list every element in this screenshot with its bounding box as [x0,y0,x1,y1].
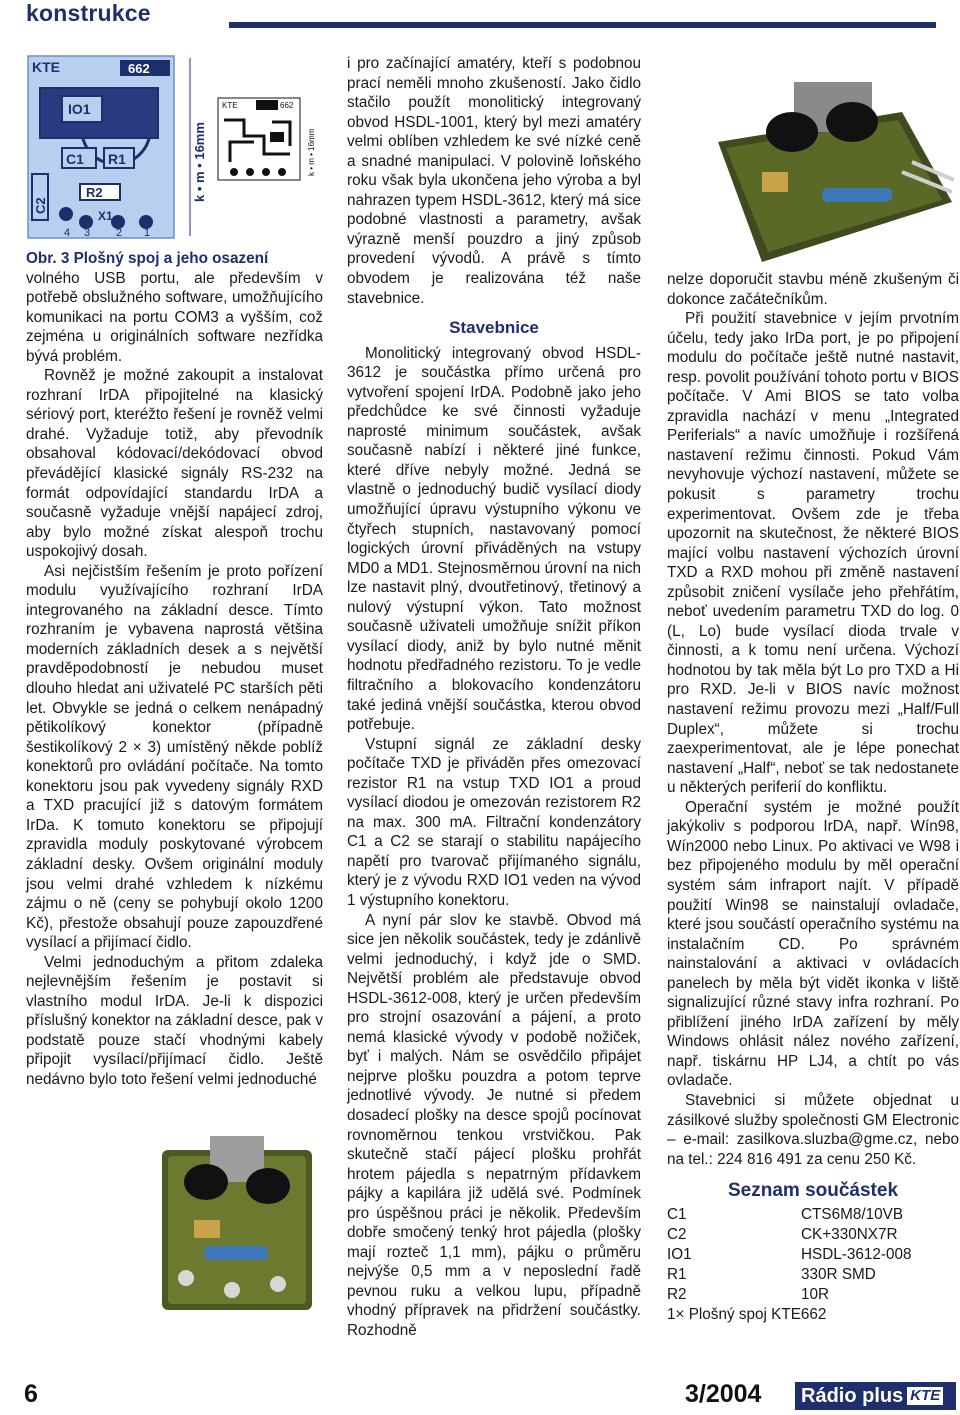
column-2 [347,54,641,1341]
section-heading-stavebnice: Stavebnice [449,318,539,338]
pcb-io1-label: IO1 [68,101,91,117]
copper-kte-label: KTE [222,101,238,110]
paragraph: Asi nejčistším řešením je proto pořízení modulu využívajícího rozhraní IrDA integrovaného na základní desce. Tímto rozhraním je vybavena naprostá většina moderních základních desek a s největší pravděpodobností je nebudou muset dlouho hledat ani uživatelé PC starších pěti let. Obvykle se jedná o celkem nenápadný pětikolíkový konektor (případně šestikolíkový 2 × 3) umístěný někde poblíž konektorů pro ovládání počítače. Na tomto konektoru jsou pak vyvedeny signály RXD a TXD pracující již s datovým formátem IrDa. K tomuto konektoru se připojují zpravidla moduly poskytované výrobcem základní desky. Ovšem originální moduly jsou velmi drahé vzhledem k nízkému zájmu o ně (ceny se pohybují okolo 1200 Kč), přestože obsahují pouze zapouzdřené vysílací a přijímací čidlo. [26,562,323,952]
kte-logo: KTE [907,1387,943,1405]
issue-number: 3/2004 [685,1380,762,1408]
pcb-dimension-label: k • m • 16mm [192,122,207,202]
part-value: HSDL-3612-008 [801,1245,912,1263]
paragraph: A nyní pár slov ke stavbě. Obvod má sice jen několik součástek, tedy je zdánlivě velmi jednoduchý, i když jde o SMD. Největší problém ale představuje obvod HSDL-3612-008, který je určen především pro strojní osazování a pájení, a proto nemá klasické vývody v podobě nožiček, byť i malých. Nám se osvědčilo připájet nejprve plošku pouzdra a potom teprve jednotlivé vývody. Je nutné si předem dosadecí plošky na desce spojů pocínovat rovnoměrnou tenkou vrstvičkou. Pak skutečně stačí pájecí plošku prohřát hrotem pájedla s nepatrným přídavkem pájky a kapilára již udělá své. Podmínek pro úspěšnou práci je několik. Především dobře smočený tenký hrot pájedla (plošky mají rozteč 1,1 mm), pájku o průměru nejvýše 0,5 mm a v neposlední řadě pevnou ruku a velkou lupu, případně vhodný přípravek na přidržení součástky. Rozhodně [347,911,641,1339]
section-title: konstrukce [26,0,151,26]
part-value: 330R SMD [801,1265,876,1283]
pcb-layout-drawing [24,32,216,245]
paragraph: nelze doporučit stavbu méně zkušeným či dokonce začátečníkům. [667,271,959,308]
paragraph: Operační systém je možné použít jakýkoliv s podporou IrDA, např. Wín98, Wín2000 nebo Linux. Po aktivaci ve W98 i bez připojeného modulu by měl operační systém sám infraport najít. V případě použití Win98 se nainstalují ovladače, které jsou součástí operačního systému na instalačním CD. Po správném nainstalování a aktivaci v ovládacích panelech by měla být vidět ikonka v liště signalizující různé stavy infra rozhraní. Po přiblížení jiného IrDA zařízení by měly Windows ohlásit nález nového zařízení, např. tiskárnu HP LJ4, a chtít po vás ovladače. [667,798,959,1090]
table-row [667,1305,959,1325]
part-ref: IO1 [667,1245,692,1263]
table-row [667,1205,959,1225]
column-1 [26,249,323,1090]
assembled-module-photo [150,1128,322,1318]
paragraph: Stavebnici si můžete objednat u zásilkové služby společnosti GM Electronic – e-mail: zasilkova.sluzba@gme.cz, nebo na tel.: 224 816 491 za cenu 250 Kč. [667,1091,959,1168]
figure-caption [26,249,323,269]
paragraph: Při použití stavebnice v jejím prvotním účelu, tedy jako IrDa port, je po připojení modulu do počítače ještě nutné nastavit, resp. povolit používání tohoto portu v BIOS počítače. V Ami BIOS se tato volba zpravidla nachází v menu „Integrated Periferials“ a navíc umožňuje i rozšířená nastavení režimu činnosti. Pokud Vám nevyhovuje výchozí nastavení, můžete se pokusit s parametry trochu experimentovat. Ovšem zde je třeba upozornit na skutečnost, že některé BIOS mající volbu nastavení výchozích úrovní TXD a RXD mohou při změně nastavení způsobit zničení vysílače jeho přehřátím, neboť uvedením parametru TXD do log. 0 (L, Lo) bude vysílací dioda trvale v činnosti, a k tomu není určena. Výchozí hodnotou by tak měla být Lo pro TXD a Hi pro RXD. Je-li v BIOS navíc možnost nastavení režimu provozu mezi „Half/Full Duplex“, můžete si trochu zaexperimentovat, ale je lépe ponechat nastavení „Half“, neboť se tak nedostanete u některých periferií do konfliktu. [667,310,959,797]
pcb-number-label: 662 [128,61,150,76]
parts-list-heading: Seznam součástek [727,1180,899,1202]
table-row [667,1225,959,1245]
part-value: CTS6M8/10VB [801,1205,904,1223]
parts-list-table [667,1205,959,1325]
paragraph: Velmi jednoduchým a přitom zdaleka nejlevnějším řešením je postavit si vlastního modul IrDA. Je-li k dispozici příslušný konektor na základní desce, pak v podstatě pouze stačí vhodnými kabely připojit vysílací/přijímací čidlo. Ještě nedávno bylo toto řešení velmi jednoduché [26,953,323,1088]
paragraph: volného USB portu, ale především v potřebě obslužného software, umožňujícího komunikaci na portu COM3 a vyšším, což zejména u originálních software nezřídka bývá problém. [26,269,323,365]
part-value: 10R [801,1285,830,1303]
pin-2-label: 2 [116,227,123,239]
part-ref: C1 [667,1205,687,1223]
magazine-brand [795,1382,956,1410]
pin-4-label: 4 [64,227,71,239]
table-row [667,1245,959,1265]
table-row [667,1265,959,1285]
copper-dimension-label: k • m • 16mm [307,128,316,176]
page-header [24,0,936,32]
page-number: 6 [24,1380,38,1408]
paragraph: Monolitický integrovaný obvod HSDL-3612 je součástka přímo určená pro vytvoření spojení IrDA. Podobně jako jeho předchůdce ke své činnosti vyžaduje naprosté minimum součástek, avšak současně nabízí i některé jiné funkce, které dříve nebyly možné. Jedná se vlastně o jednoduchý budič vysílací diody umožňující úpravu výstupního výkonu ve čtyřech stupních, nastavovaný pomocí logických úrovní přiváděných na vstupy MD0 a MD1. Stejnosměrnou úrovní na nich lze nastavit plný, dvoutřetinový, třetinový a nulový výstupní výkon. Tato možnost současně uživateli umožňuje snížit příkon vysílací diody, aniž by bylo nutné měnit hodnotu předřadného rezistoru. To je vedle filtračního a blokovacího kondenzátoru také jediná vnější součástka, kterou obvod potřebuje. [347,344,641,734]
pcb-c1-label: C1 [66,151,84,167]
part-value: CK+330NX7R [801,1225,898,1243]
pin-1-label: 1 [144,227,151,239]
paragraph: i pro začínající amatéry, kteří s podobnou prací neměli mnoho zkušeností. Jako čidlo stačilo použít monolitický integrovaný obvod HSDL-1001, který byl mezi amatéry velmi oblíben vzhledem ke své nízké ceně a snadné manipulaci. V polovině loňského roku však byla ukončena jeho výroba a byl nahrazen typem HSDL-3612, který má sice podobné vlastnosti a parametry, avšak výrazně menší pouzdro a jiný způsob provedení vývodů. A právě s tímto obvodem je realizována též naše stavebnice. [347,55,641,307]
pcb-copper-drawing [210,92,322,184]
pcb-c2-label: C2 [33,197,48,214]
part-ref: R1 [667,1265,687,1283]
pcb-r1-label: R1 [108,151,126,167]
paragraph: Rovněž je možné zakoupit a instalovat rozhraní IrDA připojitelné na klasický sériový port, kteréžto řešení je rovněž velmi drahé. Vyžaduje totiž, aby převodník obsahoval kódovací/dekódovací obvod převádějící klasické signály RS-232 na formát odpovídající standardu IrDA a současně vyžaduje vnější napájecí zdroj, aby bylo možné získat alespoň trochu uspokojivý dosah. [26,367,323,561]
paragraph: Vstupní signál ze základní desky počítače TXD je přiváděn přes omezovací rezistor R1 na vstup TXD IO1 a proud vysílací diodou je omezován rezistorem R2 na max. 300 mA. Filtrační kondenzátory C1 a C2 se starají o stabilitu napájecího napětí pro tvarovač přijímaného signálu, který je z vývodu RXD IO1 veden na vývod 1 výstupního konektoru. [347,735,641,909]
part-ref: R2 [667,1285,687,1303]
pin-3-label: 3 [84,227,91,239]
caption-lead: Obr. 3 Plošný spoj a jeho osazení [26,250,269,267]
pcb-kte-label: KTE [32,59,60,75]
table-row [667,1285,959,1305]
copper-number-label: 662 [280,101,294,110]
pcb-x1-label: X1 [98,209,113,223]
module-photo [702,52,960,272]
pcb-r2-label: R2 [86,185,103,200]
parts-footer: 1× Plošný spoj KTE662 [667,1305,827,1323]
header-rule [229,22,936,28]
brand-name: Rádio plus [801,1385,904,1407]
part-ref: C2 [667,1225,687,1243]
column-3 [667,270,959,1325]
